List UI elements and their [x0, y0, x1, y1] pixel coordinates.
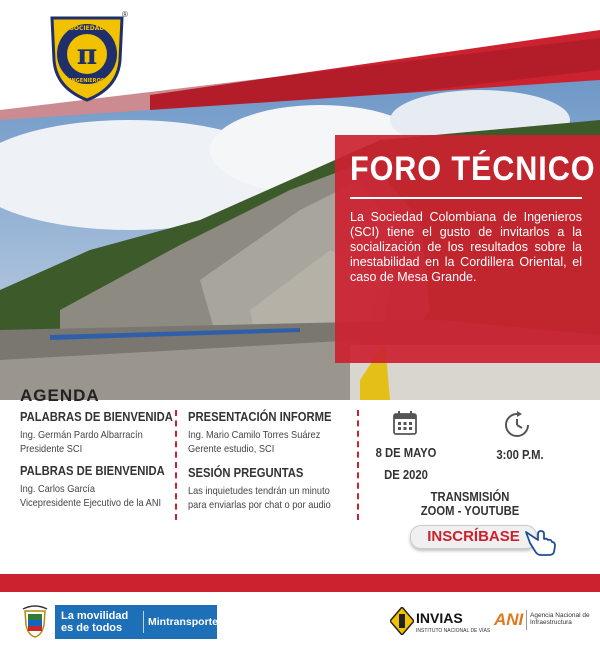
bottom-red-band	[0, 574, 600, 592]
agenda-item-heading: PRESENTACIÓN INFORME	[188, 410, 332, 424]
svg-text:INGENIEROS: INGENIEROS	[69, 78, 105, 84]
event-title: FORO TÉCNICO	[350, 150, 596, 188]
agenda-item-heading: PALABRAS DE BIENVENIDA	[20, 410, 173, 424]
column-divider	[175, 410, 177, 520]
movilidad-line1: La movilidad	[61, 610, 129, 622]
hand-pointer-icon	[524, 528, 558, 556]
calendar-icon	[392, 410, 418, 436]
column-divider	[357, 410, 359, 520]
agenda-item-speaker: Ing. Germán Pardo Albarracín	[20, 429, 143, 441]
ani-logo: ANI	[494, 610, 524, 629]
sci-logo	[42, 10, 132, 102]
event-time: 3:00 P.M.	[496, 448, 544, 462]
agenda-item-role: Vicepresidente Ejecutivo de la ANI	[20, 497, 162, 509]
transmission-platforms: ZOOM - YOUTUBE	[420, 504, 520, 518]
agenda-item-note: Las inquietudes tendrán un minuto	[188, 485, 330, 497]
transmission-label: TRANSMISIÓN	[430, 490, 510, 504]
register-button[interactable]: INSCRÍBASE	[410, 525, 537, 549]
mintransporte-logo	[55, 605, 217, 639]
agenda-item-role: Presidente SCI	[20, 443, 83, 455]
agenda-item-role: Gerente estudio, SCI	[188, 443, 275, 455]
event-date-line1: 8 DE MAYO	[375, 446, 437, 460]
ani-divider	[526, 610, 527, 630]
event-date-line2: DE 2020	[384, 468, 428, 482]
invias-logo-icon	[390, 607, 414, 635]
ani-subtitle: Agencia Nacional de Infraestructura	[530, 612, 590, 626]
logo-symbol: π	[76, 38, 98, 71]
colombia-coat-of-arms-icon	[20, 605, 50, 639]
svg-text:SOCIEDAD: SOCIEDAD	[69, 25, 105, 32]
clock-icon	[502, 410, 532, 440]
agenda-item-speaker: Ing. Mario Camilo Torres Suárez	[188, 429, 321, 441]
registered-mark: ®	[122, 10, 128, 19]
agenda-title: AGENDA	[20, 386, 100, 405]
title-divider	[350, 197, 582, 199]
ministry-name: Mintransporte	[148, 616, 219, 628]
invias-name: INVIAS	[416, 610, 463, 626]
agenda-item-heading: PALBRAS DE BIENVENIDA	[20, 464, 165, 478]
agenda-item-speaker: Ing. Carlos García	[20, 483, 95, 495]
invias-subtitle: INSTITUTO NACIONAL DE VÍAS	[416, 628, 491, 634]
event-description: La Sociedad Colombiana de Ingenieros (SCI) tiene el gusto de invitarlos a la socialización de los resultados sobre la inestabilidad en la Cordillera Oriental, el caso de Mesa Grande.	[350, 210, 582, 284]
agenda-item-note: para enviarlas por chat o por audio	[188, 499, 331, 511]
agenda-item-heading: SESIÓN PREGUNTAS	[188, 466, 304, 480]
movilidad-line2: es de todos	[61, 622, 123, 634]
